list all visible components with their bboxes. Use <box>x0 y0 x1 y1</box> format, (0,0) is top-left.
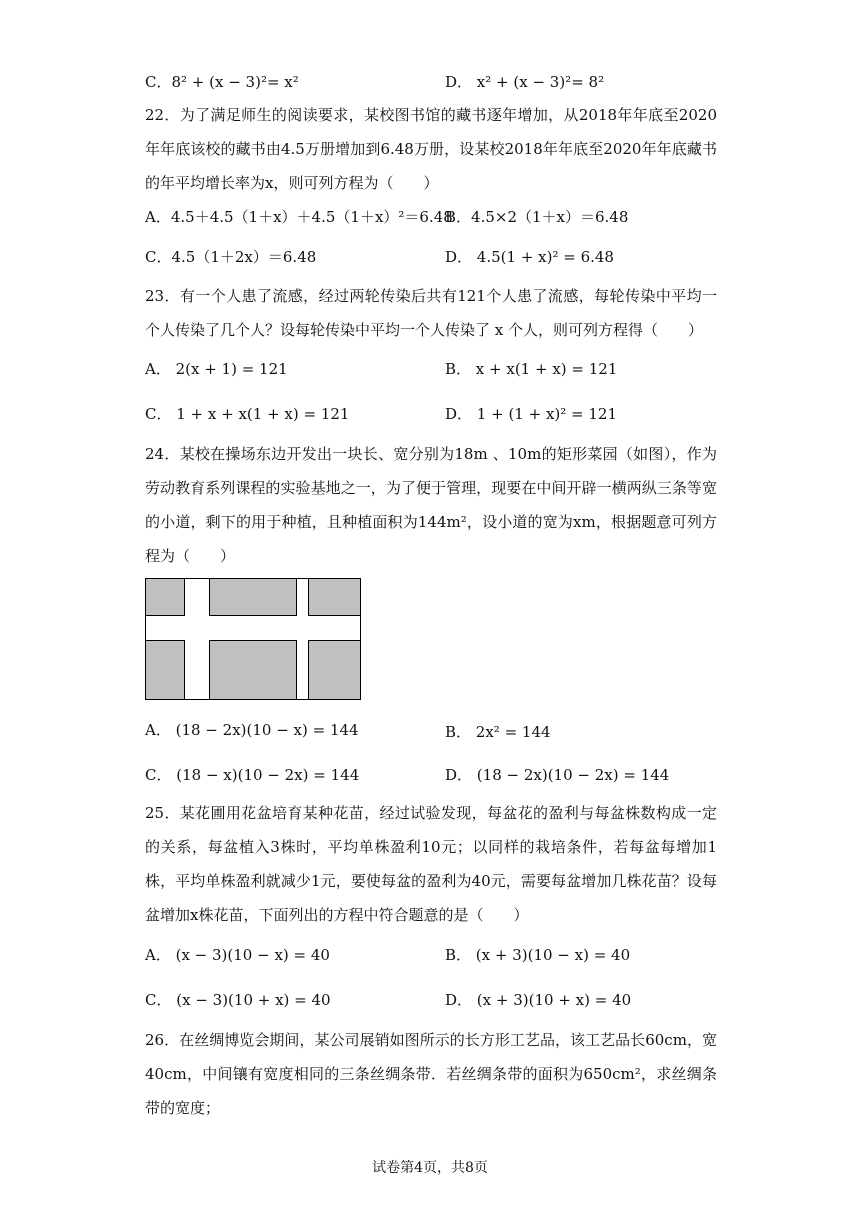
q24-option-b: B． 2x² = 144 <box>445 723 551 741</box>
garden-figure <box>145 578 361 700</box>
q25-option-d: D． (x + 3)(10 + x) = 40 <box>445 991 632 1009</box>
q22-option-b: B．4.5×2（1＋x）＝6.48 <box>445 208 629 226</box>
q23-option-a: A． 2(x + 1) = 121 <box>145 360 288 378</box>
q23-option-b: B． x + x(1 + x) = 121 <box>445 360 618 378</box>
q22-option-c: C．4.5（1＋2x）＝6.48 <box>145 248 317 266</box>
q24-option-a: A． (18 − 2x)(10 − x) = 144 <box>145 721 359 739</box>
q22-option-a: A．4.5＋4.5（1＋x）＋4.5（1＋x）²＝6.48 <box>145 208 453 226</box>
q25-stem: 25．某花圃用花盆培育某种花苗，经过试验发现，每盆花的盈利与每盆株数构成一定的关系，每盆植入3株时，平均单株盈利10元；以同样的栽培条件，若每盆每增加1株，平均单株盈利就减少1元，要使每盆的盈利为40元，需要每盆增加几株花苗？设每盆增加x株花苗，下面列出的方程中符合题意的是（ ） <box>145 804 717 924</box>
q25-option-a: A． (x − 3)(10 − x) = 40 <box>145 946 330 964</box>
plot-bottom-middle <box>210 641 297 700</box>
q22-option-d: D． 4.5(1 + x)² = 6.48 <box>445 248 614 266</box>
q21-option-d: D． x² + (x − 3)²= 8² <box>445 73 605 91</box>
q24-option-c: C． (18 − x)(10 − 2x) = 144 <box>145 766 360 784</box>
plot-top-right <box>309 579 361 616</box>
q22-stem: 22．为了满足师生的阅读要求，某校图书馆的藏书逐年增加，从2018年年底至2020年年底该校的藏书由4.5万册增加到6.48万册，设某校2018年年底至2020年年底藏书的年平均增长率为x，则可列方程为（ ） <box>145 106 717 192</box>
q23-option-c: C． 1 + x + x(1 + x) = 121 <box>145 405 350 423</box>
q26-stem: 26．在丝绸博览会期间，某公司展销如图所示的长方形工艺品，该工艺品长60cm，宽40cm，中间镶有宽度相同的三条丝绸条带．若丝绸条带的面积为650cm²，求丝绸条带的宽度； <box>145 1031 717 1117</box>
q23-option-d: D． 1 + (1 + x)² = 121 <box>445 405 618 423</box>
page-footer: 试卷第4页，共8页 <box>372 1160 488 1176</box>
q25-option-c: C． (x − 3)(10 + x) = 40 <box>145 991 331 1009</box>
q25-option-b: B． (x + 3)(10 − x) = 40 <box>445 946 631 964</box>
q23-stem: 23．有一个人患了流感，经过两轮传染后共有121个人患了流感，每轮传染中平均一个人传染了几个人？设每轮传染中平均一个人传染了 x 个人，则可列方程得（ ） <box>145 287 717 339</box>
plot-bottom-right <box>309 641 361 700</box>
q24-stem: 24．某校在操场东边开发出一块长、宽分别为18m 、10m的矩形菜园（如图），作为劳动教育系列课程的实验基地之一，为了便于管理，现要在中间开辟一横两纵三条等宽的小道，剩下的用于种植，且种植面积为144m²，设小道的宽为xm，根据题意可列方程为（ ） <box>145 445 717 565</box>
q21-option-c: C．8² + (x − 3)²= x² <box>145 73 299 91</box>
plot-bottom-left <box>146 641 185 700</box>
plot-top-left <box>146 579 185 616</box>
q24-option-d: D． (18 − 2x)(10 − 2x) = 144 <box>445 766 670 784</box>
plot-top-middle <box>210 579 297 616</box>
